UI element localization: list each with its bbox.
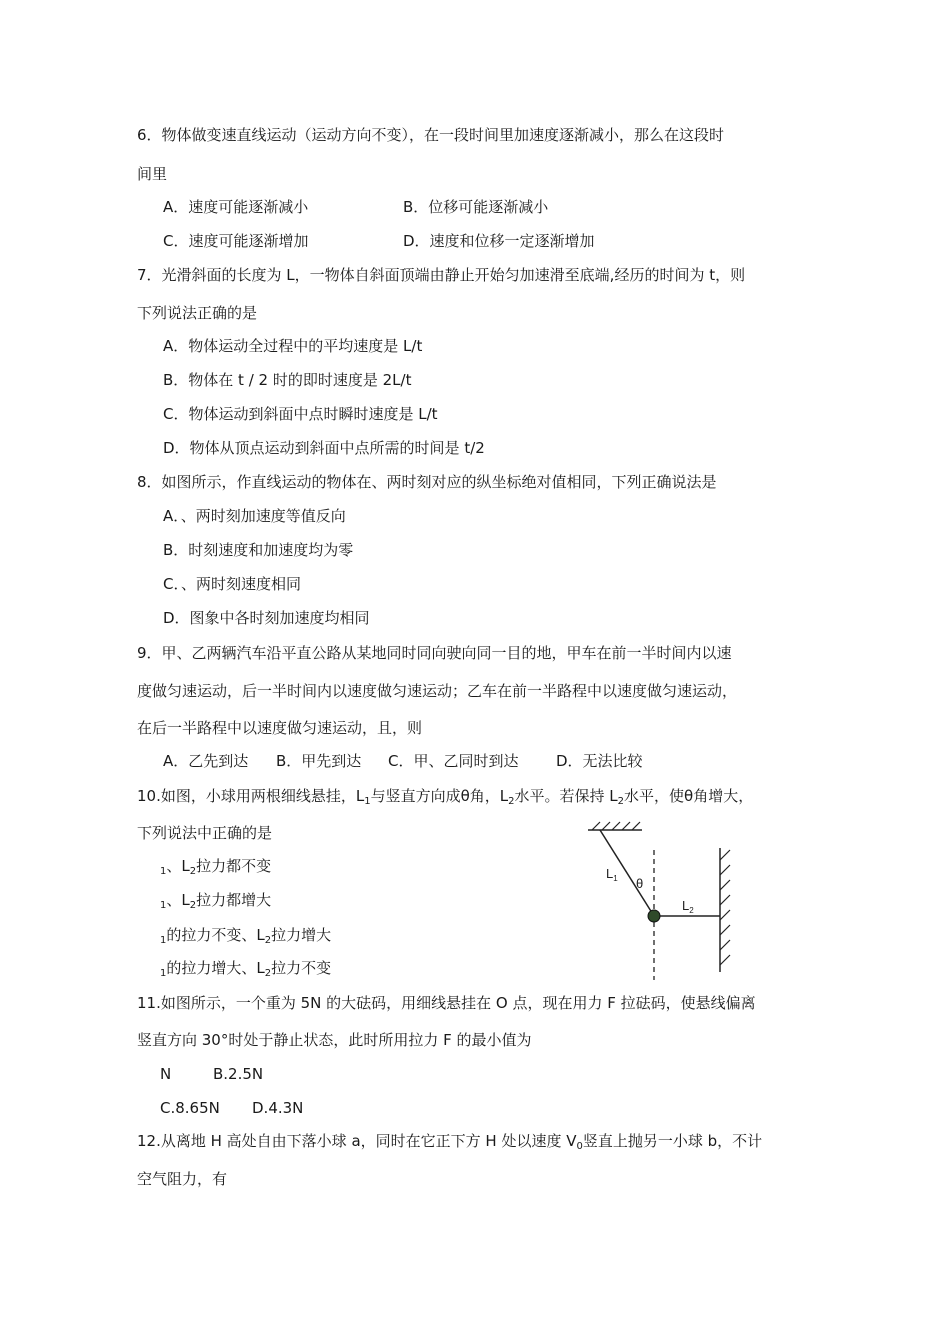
wall-hatch [720, 850, 730, 965]
q7-option-c: C．物体运动到斜面中点时瞬时速度是 L/t [163, 405, 438, 423]
q8-stem-line1: 8．如图所示，作直线运动的物体在、两时刻对应的纵坐标绝对值相同，下列正确说法是 [137, 473, 717, 491]
q7-option-b: B．物体在 t / 2 时的即时速度是 2L/t [163, 371, 412, 389]
q7-stem-line1: 7．光滑斜面的长度为 L，一物体自斜面顶端由静止开始匀加速滑至底端,经历的时间为 t，则 [137, 266, 746, 284]
q7-option-d: D．物体从顶点运动到斜面中点所需的时间是 t/2 [163, 439, 485, 457]
q8-option-d: D．图象中各时刻加速度均相同 [163, 609, 370, 627]
q9-stem-line2: 度做匀速运动，后一半时间内以速度做匀速运动；乙车在前一半路程中以速度做匀速运动， [137, 682, 738, 700]
q10-opt-d-part2: 拉力不变 [271, 959, 332, 977]
q10-opt-c-sub1: 1 [160, 935, 167, 946]
q10-sub-1: 1 [364, 796, 371, 807]
q6-option-c: C．速度可能逐渐增加 [163, 232, 309, 250]
q10-opt-a-sub1: 1 [160, 866, 167, 877]
q12-sub-0: 0 [576, 1141, 583, 1152]
q9-stem-line1: 9．甲、乙两辆汽车沿平直公路从某地同时同向驶向同一目的地，甲车在前一半时间内以速 [137, 644, 732, 662]
q8-option-c: C．、两时刻速度相同 [163, 575, 301, 593]
q9-option-a: A．乙先到达 [163, 752, 249, 770]
q11-option-a: N [160, 1065, 172, 1083]
q9-stem-line3: 在后一半路程中以速度做匀速运动，且，则 [137, 719, 423, 737]
q10-option-a [160, 856, 271, 882]
q10-sub-2: 2 [508, 796, 515, 807]
q10-opt-d-part1: 的拉力增大、L [166, 959, 265, 977]
q7-stem-line2: 下列说法正确的是 [137, 304, 258, 322]
q11-option-c: C.8.65N [160, 1099, 220, 1117]
ball [648, 910, 660, 922]
q10-opt-d-sub1: 1 [160, 968, 167, 979]
q9-option-c: C．甲、乙同时到达 [388, 752, 519, 770]
q7-option-a: A．物体运动全过程中的平均速度是 L/t [163, 337, 423, 355]
q6-option-a: A．速度可能逐渐减小 [163, 198, 309, 216]
q10-stem-part-b: 与竖直方向成θ角，L [370, 787, 509, 805]
q11-option-b: B.2.5N [213, 1065, 264, 1083]
q10-opt-b-part2: 拉力都增大 [196, 891, 272, 909]
q10-opt-b-sub2: 2 [189, 900, 197, 911]
q10-opt-c-part1: 的拉力不变、L [166, 926, 265, 944]
q10-stem-part-a: 10.如图，小球用两根细线悬挂，L [137, 787, 365, 805]
q9-option-b: B．甲先到达 [276, 752, 362, 770]
q8-option-a: A．、两时刻加速度等值反向 [163, 507, 346, 525]
q10-opt-c-sub2: 2 [264, 935, 272, 946]
q10-opt-d-sub2: 2 [264, 968, 272, 979]
q12-stem-part-a: 12.从离地 H 高处自由下落小球 a，同时在它正下方 H 处以速度 V [137, 1132, 577, 1150]
q10-option-c [160, 925, 331, 951]
q6-option-d: D．速度和位移一定逐渐增加 [403, 232, 595, 250]
q10-opt-b-part1: 、L [166, 891, 190, 909]
q10-opt-c-part2: 拉力增大 [271, 926, 332, 944]
q11-stem-line2: 竖直方向 30°时处于静止状态，此时所用拉力 F 的最小值为 [137, 1031, 532, 1049]
q12-stem-line2: 空气阻力，有 [137, 1170, 228, 1188]
q12-stem-line1 [137, 1131, 762, 1157]
q6-stem-line2: 间里 [137, 165, 168, 183]
q10-diagram [580, 820, 750, 985]
q10-option-b [160, 890, 271, 916]
q6-stem-line1: 6．物体做变速直线运动（运动方向不变），在一段时间里加速度逐渐减小，那么在这段时 [137, 126, 725, 144]
q10-stem-line1 [137, 786, 753, 812]
q10-stem-line2: 下列说法中正确的是 [137, 824, 273, 842]
label-l2: $L_2$ [682, 898, 694, 915]
q6-option-b: B．位移可能逐渐减小 [403, 198, 549, 216]
q8-option-b: B．时刻速度和加速度均为零 [163, 541, 354, 559]
q10-stem-part-c: 水平。若保持 L [514, 787, 618, 805]
q10-opt-b-sub1: 1 [160, 900, 167, 911]
q10-option-d [160, 958, 331, 984]
q11-option-d: D.4.3N [252, 1099, 304, 1117]
label-l1: $L_1$ [606, 866, 618, 883]
q12-stem-part-b: 竖直上抛另一小球 b，不计 [582, 1132, 763, 1150]
q9-option-d: D．无法比较 [556, 752, 643, 770]
label-theta: θ [636, 876, 644, 891]
q10-opt-a-part1: 、L [166, 857, 190, 875]
ceiling-hatch [592, 822, 640, 830]
q10-opt-a-sub2: 2 [189, 866, 197, 877]
q10-opt-a-part2: 拉力都不变 [196, 857, 272, 875]
q10-stem-part-d: 水平，使θ角增大， [624, 787, 754, 805]
q11-stem-line1: 11.如图所示，一个重为 5N 的大砝码，用细线悬挂在 O 点，现在用力 F 拉砝码，使悬线偏离 [137, 994, 756, 1012]
q10-sub-2b: 2 [617, 796, 625, 807]
